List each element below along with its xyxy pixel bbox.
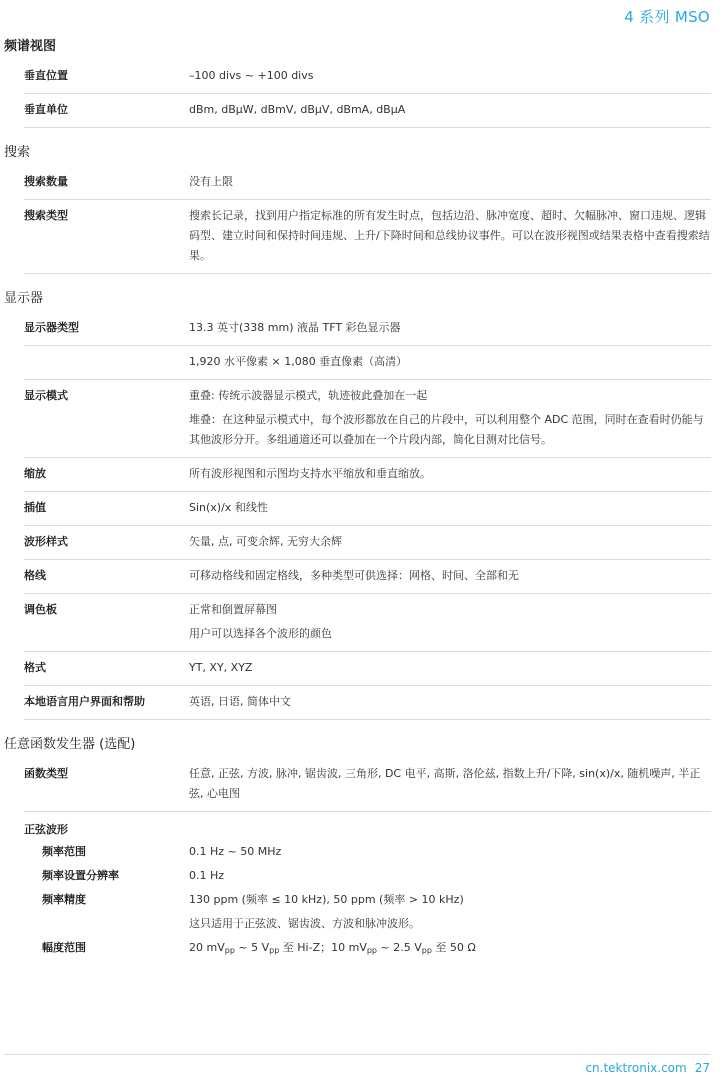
footer [585,1061,710,1075]
footer-divider [4,1054,710,1055]
row-value: 任意, 正弦, 方波, 脉冲, 锯齿波, 三角形, DC 电平, 高斯, 洛伦兹, 指数上升/下降, sin(x)/x, 随机噪声, 半正弦, 心电图 [189,767,701,800]
spec-row [24,492,711,526]
subrow-label: 频率范围 [42,845,86,858]
spec-row [24,312,711,346]
row-label: 显示器类型 [24,321,79,334]
header-brand: 4 系列 MSO [624,8,710,26]
row-value: YT, XY, XYZ [189,661,253,674]
subrow-value: 0.1 Hz ~ 50 MHz [189,845,282,858]
amp-sub-4: pp [421,946,432,955]
row-label: 缩放 [24,467,46,480]
freq-acc-note: 这只适用于正弦波、锯齿波、方波和脉冲波形。 [189,917,420,930]
amp-e: 至 50 Ω [431,941,476,954]
row-value: dBm, dBµW, dBmV, dBµV, dBmA, dBµA [189,103,406,116]
row-value: –100 divs ~ +100 divs [189,69,314,82]
palette-value-1: 正常和倒置屏幕图 [189,603,277,616]
spec-row [24,200,711,274]
row-value: 1,920 水平像素 × 1,080 垂直像素（高清） [189,355,408,368]
spec-row [24,652,711,686]
section-title-search: 搜索 [4,145,31,160]
row-value [189,386,711,450]
footer-site-link[interactable]: cn.tektronix.com [585,1061,687,1075]
row-value: 搜索长记录，找到用户指定标准的所有发生时点，包括边沿、脉冲宽度、超时、欠幅脉冲、窗口违规、逻辑码型、建立时间和保持时间违规、上升/下降时间和总线协议事件。可以在波形视图或结果表格中查看搜索结果。 [189,209,710,262]
spec-row [24,526,711,560]
row-value [189,600,711,644]
spec-row [24,346,711,380]
row-label: 搜索数量 [24,175,68,188]
freq-acc-value: 130 ppm (频率 ≤ 10 kHz), 50 ppm (频率 > 10 kHz) [189,893,464,906]
row-value: 可移动格线和固定格线，多种类型可供选择：网格、时间、全部和无 [189,569,519,582]
section-title-spectrum: 频谱视图 [4,39,57,54]
row-label: 本地语言用户界面和帮助 [24,695,145,708]
spec-subrow [42,864,711,888]
amp-b: ~ 5 V [234,941,270,954]
row-label: 显示模式 [24,389,68,402]
spec-row [24,560,711,594]
row-label: 垂直位置 [24,69,68,82]
row-label: 函数类型 [24,767,68,780]
subrow-label: 频率设置分辨率 [42,869,119,882]
row-label: 调色板 [24,603,57,616]
subrow-label: 幅度范围 [42,941,86,954]
spec-content [0,34,720,960]
page-number: 27 [694,1061,710,1075]
row-label: 搜索类型 [24,209,68,222]
spec-row [24,594,711,652]
spec-row [24,380,711,458]
row-label: 垂直单位 [24,103,68,116]
spec-row [24,60,711,94]
row-label: 波形样式 [24,535,68,548]
row-value: 所有波形视图和示图均支持水平缩放和垂直缩放。 [189,467,431,480]
amp-c: 至 Hi-Z；10 mV [279,941,367,954]
subrow-label: 频率精度 [42,893,86,906]
amp-sub-2: pp [269,946,280,955]
spec-row [24,94,711,128]
subrow-value [189,938,711,958]
row-label-empty [24,352,189,372]
row-value: 13.3 英寸(338 mm) 液晶 TFT 彩色显示器 [189,321,401,334]
row-label: 格线 [24,569,46,582]
palette-value-2: 用户可以选择各个波形的颜色 [189,627,332,640]
subrow-value [189,890,711,934]
spec-row [24,458,711,492]
spec-subrow [42,888,711,936]
spec-row [24,758,711,812]
section-title-display: 显示器 [4,291,44,306]
spec-subrow [42,840,711,864]
spec-row [24,166,711,200]
amp-sub-1: pp [224,946,235,955]
row-value: 没有上限 [189,175,233,188]
section-title-afg: 任意函数发生器 (选配) [4,737,136,752]
spec-subrow [42,936,711,960]
spec-row [24,686,711,720]
mode-overlay: 重叠: 传统示波器显示模式，轨迹彼此叠加在一起 [189,389,428,402]
row-label: 插值 [24,501,46,514]
sub-head-sine: 正弦波形 [24,823,68,836]
mode-stacked: 堆叠：在这种显示模式中，每个波形都放在自己的片段中，可以利用整个 ADC 范围，同时在查看时仍能与其他波形分开。多组通道还可以叠加在一个片段内部，简化目测对比信号。 [189,413,704,446]
row-value: 英语, 日语, 简体中文 [189,695,291,708]
row-value: 矢量, 点, 可变余辉, 无穷大余辉 [189,535,342,548]
subrow-value: 0.1 Hz [189,869,225,882]
amp-d: ~ 2.5 V [377,941,422,954]
amp-a: 20 mV [189,941,225,954]
row-value: Sin(x)/x 和线性 [189,501,268,514]
row-label: 格式 [24,661,46,674]
amp-sub-3: pp [366,946,377,955]
